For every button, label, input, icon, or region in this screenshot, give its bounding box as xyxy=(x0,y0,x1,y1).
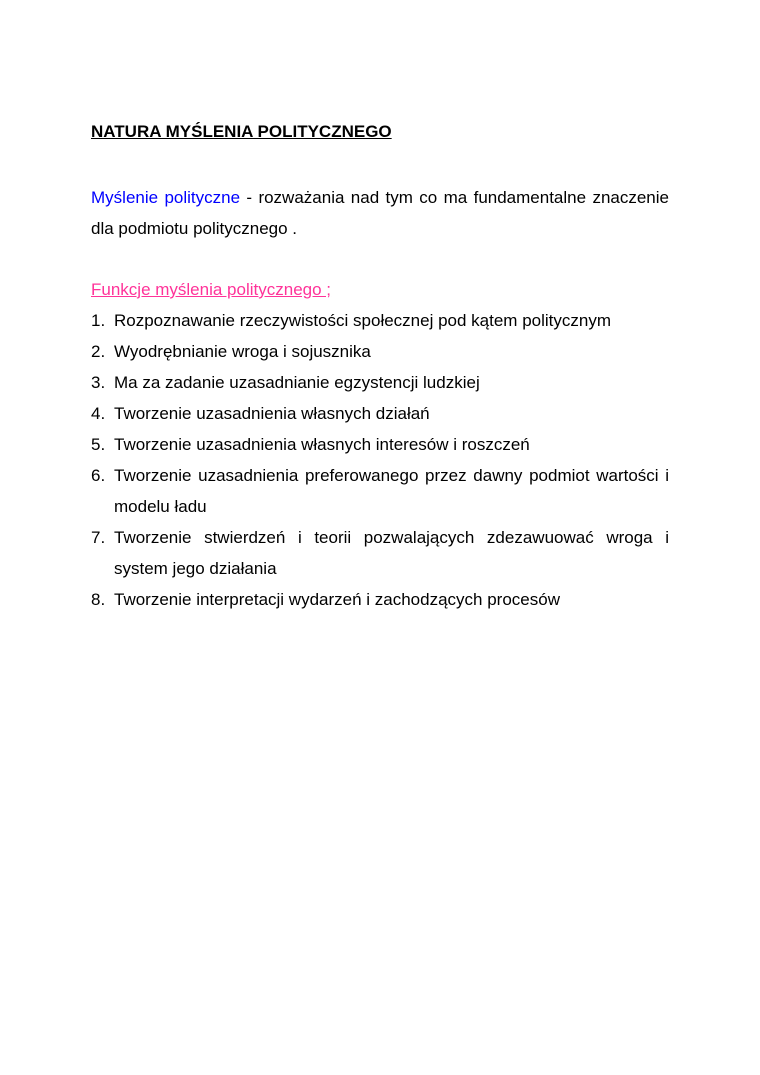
list-item xyxy=(91,584,669,615)
list-item-text: Tworzenie uzasadnienia preferowanego przez dawny podmiot wartości i modelu ładu xyxy=(114,466,669,516)
list-item-text: Rozpoznawanie rzeczywistości społecznej pod kątem politycznym xyxy=(114,311,611,330)
list-item-number: 8. xyxy=(91,590,106,609)
list-item-number: 1. xyxy=(91,311,106,330)
definition-term: Myślenie polityczne xyxy=(91,188,241,207)
list-item-text: Wyodrębnianie wroga i sojusznika xyxy=(114,342,371,361)
list-item-text: Ma za zadanie uzasadnianie egzystencji ludzkiej xyxy=(114,373,480,392)
definition-text: - rozważania nad tym co ma fundamentalne znaczenie dla podmiotu politycznego . xyxy=(91,188,669,238)
list-item-text: Tworzenie uzasadnienia własnych interesów i roszczeń xyxy=(114,435,530,454)
document-content xyxy=(91,120,669,615)
list-item xyxy=(91,305,669,336)
list-item-number: 6. xyxy=(91,466,106,485)
list-item xyxy=(91,522,669,584)
functions-heading: Funkcje myślenia politycznego ; xyxy=(91,280,332,299)
list-item-number: 4. xyxy=(91,404,106,423)
list-item xyxy=(91,460,669,522)
list-item xyxy=(91,398,669,429)
list-item-number: 5. xyxy=(91,435,106,454)
list-item-text: Tworzenie uzasadnienia własnych działań xyxy=(114,404,430,423)
list-item-text: Tworzenie interpretacji wydarzeń i zachodzących procesów xyxy=(114,590,560,609)
functions-list xyxy=(91,305,669,615)
definition-paragraph xyxy=(91,182,669,244)
list-item xyxy=(91,429,669,460)
list-item-number: 2. xyxy=(91,342,106,361)
page-title: NATURA MYŚLENIA POLITYCZNEGO xyxy=(91,122,392,141)
list-item xyxy=(91,336,669,367)
list-item-text: Tworzenie stwierdzeń i teorii pozwalających zdezawuować wroga i system jego działania xyxy=(114,528,669,578)
list-item xyxy=(91,367,669,398)
list-item-number: 7. xyxy=(91,528,106,547)
list-item-number: 3. xyxy=(91,373,106,392)
